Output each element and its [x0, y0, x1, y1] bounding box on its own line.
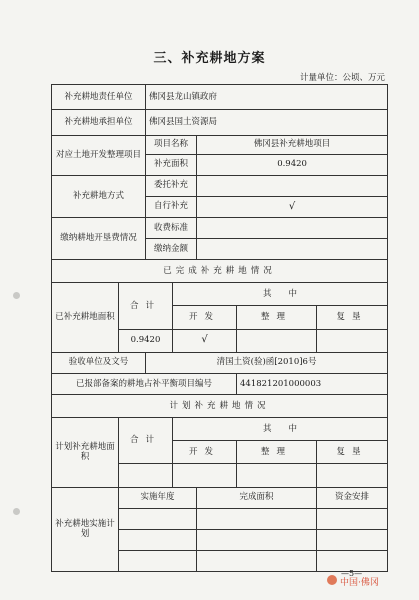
record-number-label: 已报部备案的耕地占补平衡项目编号: [52, 373, 237, 394]
plan-cell: [119, 550, 197, 571]
planned-restore-label: 复垦: [317, 441, 388, 464]
fee-label: 缴纳耕地开垦费情况: [52, 217, 146, 259]
planned-reclaim-label: 整理: [237, 441, 317, 464]
planned-develop-label: 开发: [173, 441, 237, 464]
planned-restore-value: [317, 464, 388, 487]
entrust-value: [197, 175, 388, 196]
self-supplement-check: √: [197, 196, 388, 217]
implementation-plan-label: 补充耕地实施计划: [52, 487, 119, 571]
responsible-unit-label: 补充耕地责任单位: [52, 85, 146, 110]
plan-cell: [119, 529, 197, 550]
completed-reclaim-label: 整理: [237, 306, 317, 329]
undertaker-unit-label: 补充耕地承担单位: [52, 110, 146, 135]
planned-reclaim-value: [237, 464, 317, 487]
table-row: [52, 175, 388, 196]
table-row: [52, 373, 388, 394]
planned-area-label: 计划补充耕地面积: [52, 418, 119, 488]
plan-cell: [197, 550, 317, 571]
planned-develop-value: [173, 464, 237, 487]
plan-cell: [119, 508, 197, 529]
plan-cell: [317, 529, 388, 550]
watermark: 中国·佛冈: [340, 578, 379, 588]
table-row: [52, 394, 388, 417]
page-number: —5—: [341, 569, 363, 578]
method-label: 补充耕地方式: [52, 175, 146, 217]
table-row: [52, 352, 388, 373]
completed-total-label: 合计: [119, 283, 173, 329]
table-row: [52, 135, 388, 154]
watermark-logo-icon: [327, 575, 337, 585]
undertaker-unit-value: 佛冈县国土资源局: [146, 110, 388, 135]
table-row: [52, 259, 388, 282]
table-row: [52, 418, 388, 441]
plan-cell: [197, 529, 317, 550]
completed-section-header: 已完成补充耕地情况: [52, 259, 388, 282]
self-supplement-label: 自行补充: [146, 196, 197, 217]
page-title: 三、补充耕地方案: [153, 51, 266, 66]
plan-year-header: 实施年度: [119, 487, 197, 508]
project-name-value: 佛冈县补充耕地项目: [197, 135, 388, 154]
completed-reclaim-value: [237, 329, 317, 352]
completed-restore-label: 复垦: [317, 306, 388, 329]
completed-develop-label: 开发: [173, 306, 237, 329]
table-row: [52, 217, 388, 238]
planned-among-label: 其 中: [173, 418, 388, 441]
project-area-label: 补充面积: [146, 154, 197, 175]
farmland-plan-table: [51, 84, 388, 572]
acceptance-label: 验收单位及文号: [52, 352, 146, 373]
record-number-value: 441821201000003: [237, 373, 388, 394]
table-row: [52, 85, 388, 110]
plan-cell: [317, 508, 388, 529]
project-name-label: 项目名称: [146, 135, 197, 154]
planned-total-label: 合计: [119, 418, 173, 464]
fee-standard-value: [197, 217, 388, 238]
completed-among-label: 其 中: [173, 283, 388, 306]
project-label: 对应土地开发整理项目: [52, 135, 146, 175]
measurement-unit: 计量单位：公顷、万元: [299, 73, 385, 83]
completed-restore-value: [317, 329, 388, 352]
completed-area-label: 已补充耕地面积: [52, 283, 119, 353]
plan-funds-header: 资金安排: [317, 487, 388, 508]
table-row: [52, 110, 388, 135]
planned-section-header: 计划补充耕地情况: [52, 394, 388, 417]
table-row: [52, 487, 388, 508]
project-area-value: 0.9420: [197, 154, 388, 175]
plan-cell: [197, 508, 317, 529]
plan-area-header: 完成面积: [197, 487, 317, 508]
completed-develop-check: √: [173, 329, 237, 352]
fee-standard-label: 收费标准: [146, 217, 197, 238]
binding-hole: [13, 292, 20, 299]
planned-total-value: [119, 464, 173, 487]
entrust-label: 委托补充: [146, 175, 197, 196]
fee-amount-value: [197, 238, 388, 259]
fee-amount-label: 缴纳金额: [146, 238, 197, 259]
completed-total-value: 0.9420: [119, 329, 173, 352]
binding-hole: [13, 508, 20, 515]
table-row: [52, 283, 388, 306]
responsible-unit-value: 佛冈县龙山镇政府: [146, 85, 388, 110]
acceptance-value: 清国土资(验)函[2010]6号: [146, 352, 388, 373]
